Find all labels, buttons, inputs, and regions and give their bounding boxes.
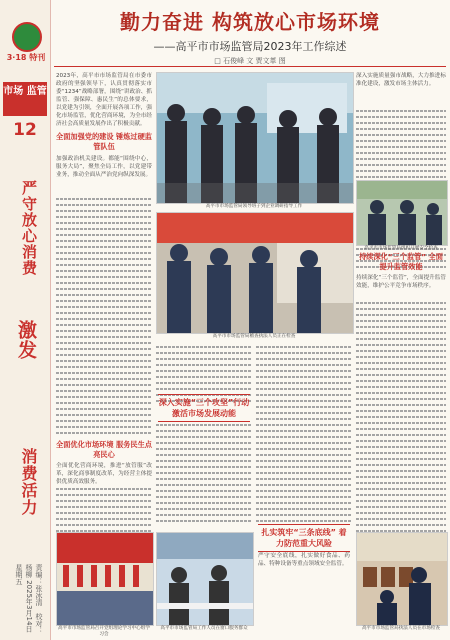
- caption-4: 高平市市场监管局召开党组理论学习中心组学习会: [58, 626, 150, 637]
- section-heading-2: 全面优化市场环境 服务民生点亮民心: [56, 440, 152, 459]
- byline: □ 石俊峰 文 贾文革 图: [214, 57, 286, 65]
- caption-5: 高平市市场监管局工作人员在窗口服务群众: [160, 626, 248, 631]
- page-subtitle: ——高平市市场监管局2023年工作综述: [153, 40, 347, 53]
- section-1-text: 加强政治机关建设。都能“围绕中心，服务大局”，聚焦全局工作，以党建带业务，推动全面从严治党向纵深发展。: [56, 156, 152, 178]
- caption-1: 高平市市场监管局领导班子到企业调研指导工作: [205, 204, 303, 209]
- vertical-slogan-3: 消费活力: [19, 448, 38, 516]
- left-section-strip: [0, 0, 51, 640]
- caption-6: 高平市市场监管局执法人员在市场检查: [361, 626, 441, 631]
- photo-inspection: [156, 212, 354, 334]
- caption-2: 高平市市场监管局稽查执法人员正在检查: [212, 334, 296, 339]
- section-heading-1: 全面加强党的建设 锤炼过硬监管队伍: [56, 132, 152, 151]
- section-1-body-lines: [56, 198, 152, 438]
- photo-market-check: [356, 532, 448, 626]
- photo-meeting: [56, 532, 154, 626]
- photo-safety-check: [356, 180, 448, 246]
- middle-body-lines-2: [156, 424, 252, 526]
- section-4-text: 持续深化“三个监管”，全面提升监管效能，维护公平竞争市场秩序。: [356, 275, 446, 289]
- right-column-body-lines-2: [356, 302, 446, 542]
- section-5-text: 严守安全底线，扎实做好食品、药品、特种设备等重点领域安全监管。: [258, 553, 350, 567]
- header-rule: [54, 66, 446, 67]
- intro-paragraph: 2023年，高平市市场监管局在市委市政府的坚强领导下，认真贯彻落实市委“1234”战略部署，围绕“讲政治、抓监管、强保障、惠民生”的总体要求，以党建为引领，全面开展各项工作，强化市场监管，优化营商环境，为全市经济社会高质量发展作出了积极贡献。: [56, 73, 152, 127]
- photo-service-window: [156, 532, 254, 626]
- page-title: 勤力奋进 构筑放心市场环境: [120, 10, 380, 34]
- newspaper-logo-icon: [12, 22, 42, 52]
- caption-3: 高平市市场监管局组织开展安全检查: [364, 246, 438, 251]
- vertical-slogan-2: 激发: [15, 320, 37, 360]
- section-heading-4: 持续深化“三个监管” 全面提升监管效能: [359, 252, 443, 271]
- section-heading-3: 深入实施“三个攻坚”行动 激活市场发展动能: [158, 394, 250, 422]
- photo-leadership-visit: [156, 72, 354, 204]
- editor-meta: 责编：张冰清 校对：杨柳 2025年3月14日 星期五: [15, 564, 43, 634]
- section-label: 市场 监管: [3, 82, 47, 116]
- page-number: 12: [13, 120, 37, 140]
- logo-text: 3·18 特刊: [6, 53, 46, 62]
- middle-body-lines-3: [256, 346, 352, 526]
- section-heading-5: 扎实筑牢“三条底线” 着力防范重大风险: [258, 524, 350, 552]
- right-column-text-1: 深入实施质量强市战略，大力推进标准化建设，激发市场主体活力。: [356, 73, 446, 87]
- vertical-slogan-1: 严守放心消费: [20, 180, 38, 276]
- section-2-text: 全面优化营商环境，推进“放管服”改革，深化商事制度改革，为经营主体提供优质高效服务。: [56, 463, 152, 485]
